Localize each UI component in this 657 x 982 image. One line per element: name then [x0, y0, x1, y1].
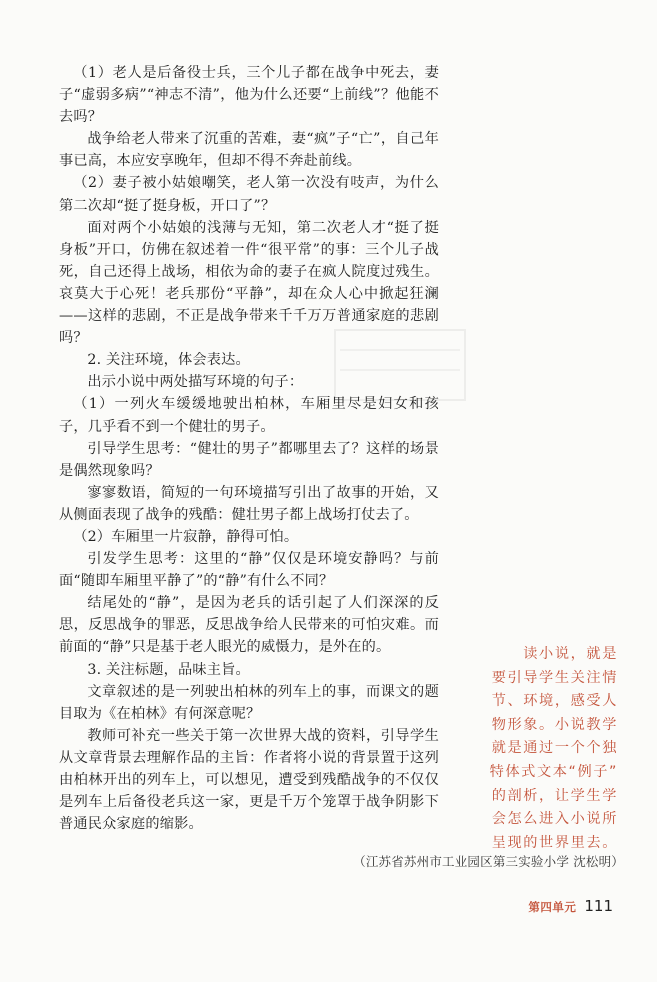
margin-annotation [470, 643, 618, 855]
paragraph: 引导学生思考：“健壮的男子”都哪里去了？这样的场景是偶然现象吗？ [59, 440, 439, 479]
paragraph: 2. 关注环境，体会表达。 [87, 352, 250, 369]
paragraph: （1）老人是后备役士兵，三个儿子都在战争中死去，妻子“虚弱多病”“神志不清”，他为什么还要“上前线”？他能不去吗？ [59, 65, 439, 126]
paragraph: （2）妻子被小姑娘嘲笑，老人第一次没有吱声，为什么第二次却“挺了挺身板，开口了”？ [59, 175, 439, 214]
unit-label: 第四单元 [528, 900, 577, 914]
author-signature: （江苏省苏州市工业园区第三实验小学 沈松明） [353, 854, 624, 869]
annotation-line: 会怎么进入小说所 [491, 811, 618, 828]
annotation-line: 节、环境，感受人 [491, 693, 618, 710]
paragraph: 面对两个小姑娘的浅薄与无知，第二次老人才“挺了挺身板”开口，仿佛在叙述着一件“很平常”的事：三个儿子战死，自己还得上战场，相依为命的妻子在疯人院度过残生。哀莫大于心死！老兵那份“平静”，却在众人心中掀起狂澜——这样的悲剧，不正是战争带来千千万万普通家庭的悲剧吗？ [59, 219, 439, 347]
page-footer [528, 897, 613, 915]
annotation-line: 物形象。小说教学 [491, 716, 618, 733]
paragraph: 出示小说中两处描写环境的句子： [87, 374, 304, 391]
paragraph: 寥寥数语，简短的一句环境描写引出了故事的开始，又从侧面表现了战争的残酷：健壮男子都上战场打仗去了。 [59, 484, 439, 523]
paragraph: （1）一列火车缓缓地驶出柏林，车厢里尽是妇女和孩子，几乎看不到一个健壮的男子。 [59, 396, 439, 435]
annotation-line: 特体式文本“例子” [489, 763, 618, 780]
paragraph: 战争给老人带来了沉重的苦难，妻“疯”子“亡”，自己年事已高，本应安享晚年，但却不得不奔赴前线。 [59, 131, 439, 170]
annotation-line: 呈现的世界里去。 [491, 834, 618, 851]
paragraph: 3. 关注标题，品味主旨。 [87, 661, 250, 678]
paragraph: 结尾处的“静”，是因为老兵的话引起了人们深深的反思，反思战争的罪恶，反思战争给人民带来的可怕灾难。而前面的“静”只是基于老人眼光的威慑力，是外在的。 [59, 595, 439, 656]
paragraph: 教师可补充一些关于第一次世界大战的资料，引导学生从文章背景去理解作品的主旨：作者将小说的背景置于这列由柏林开出的列车上，可以想见，遭受到残酷战争的不仅仅是列车上后备役老兵这一家，更是千万个笼罩于战争阴影下普通民众家庭的缩影。 [59, 727, 439, 833]
annotation-line: 要引导学生关注情 [491, 669, 618, 686]
annotation-line: 读小说，就是 [523, 646, 618, 662]
paragraph: 引发学生思考：这里的“静”仅仅是环境安静吗？与前面“随即车厢里平静了”的“静”有什么不同？ [59, 551, 439, 590]
paragraph: 文章叙述的是一列驶出柏林的列车上的事，而课文的题目取为《在柏林》有何深意呢？ [59, 683, 439, 722]
paragraph: （2）车厢里一片寂静，静得可怕。 [73, 528, 299, 545]
annotation-line: 就是通过一个个独 [491, 740, 618, 757]
main-text-column [59, 62, 439, 835]
annotation-line: 的剖析，让学生学 [491, 787, 618, 804]
page-number: 111 [584, 897, 613, 915]
